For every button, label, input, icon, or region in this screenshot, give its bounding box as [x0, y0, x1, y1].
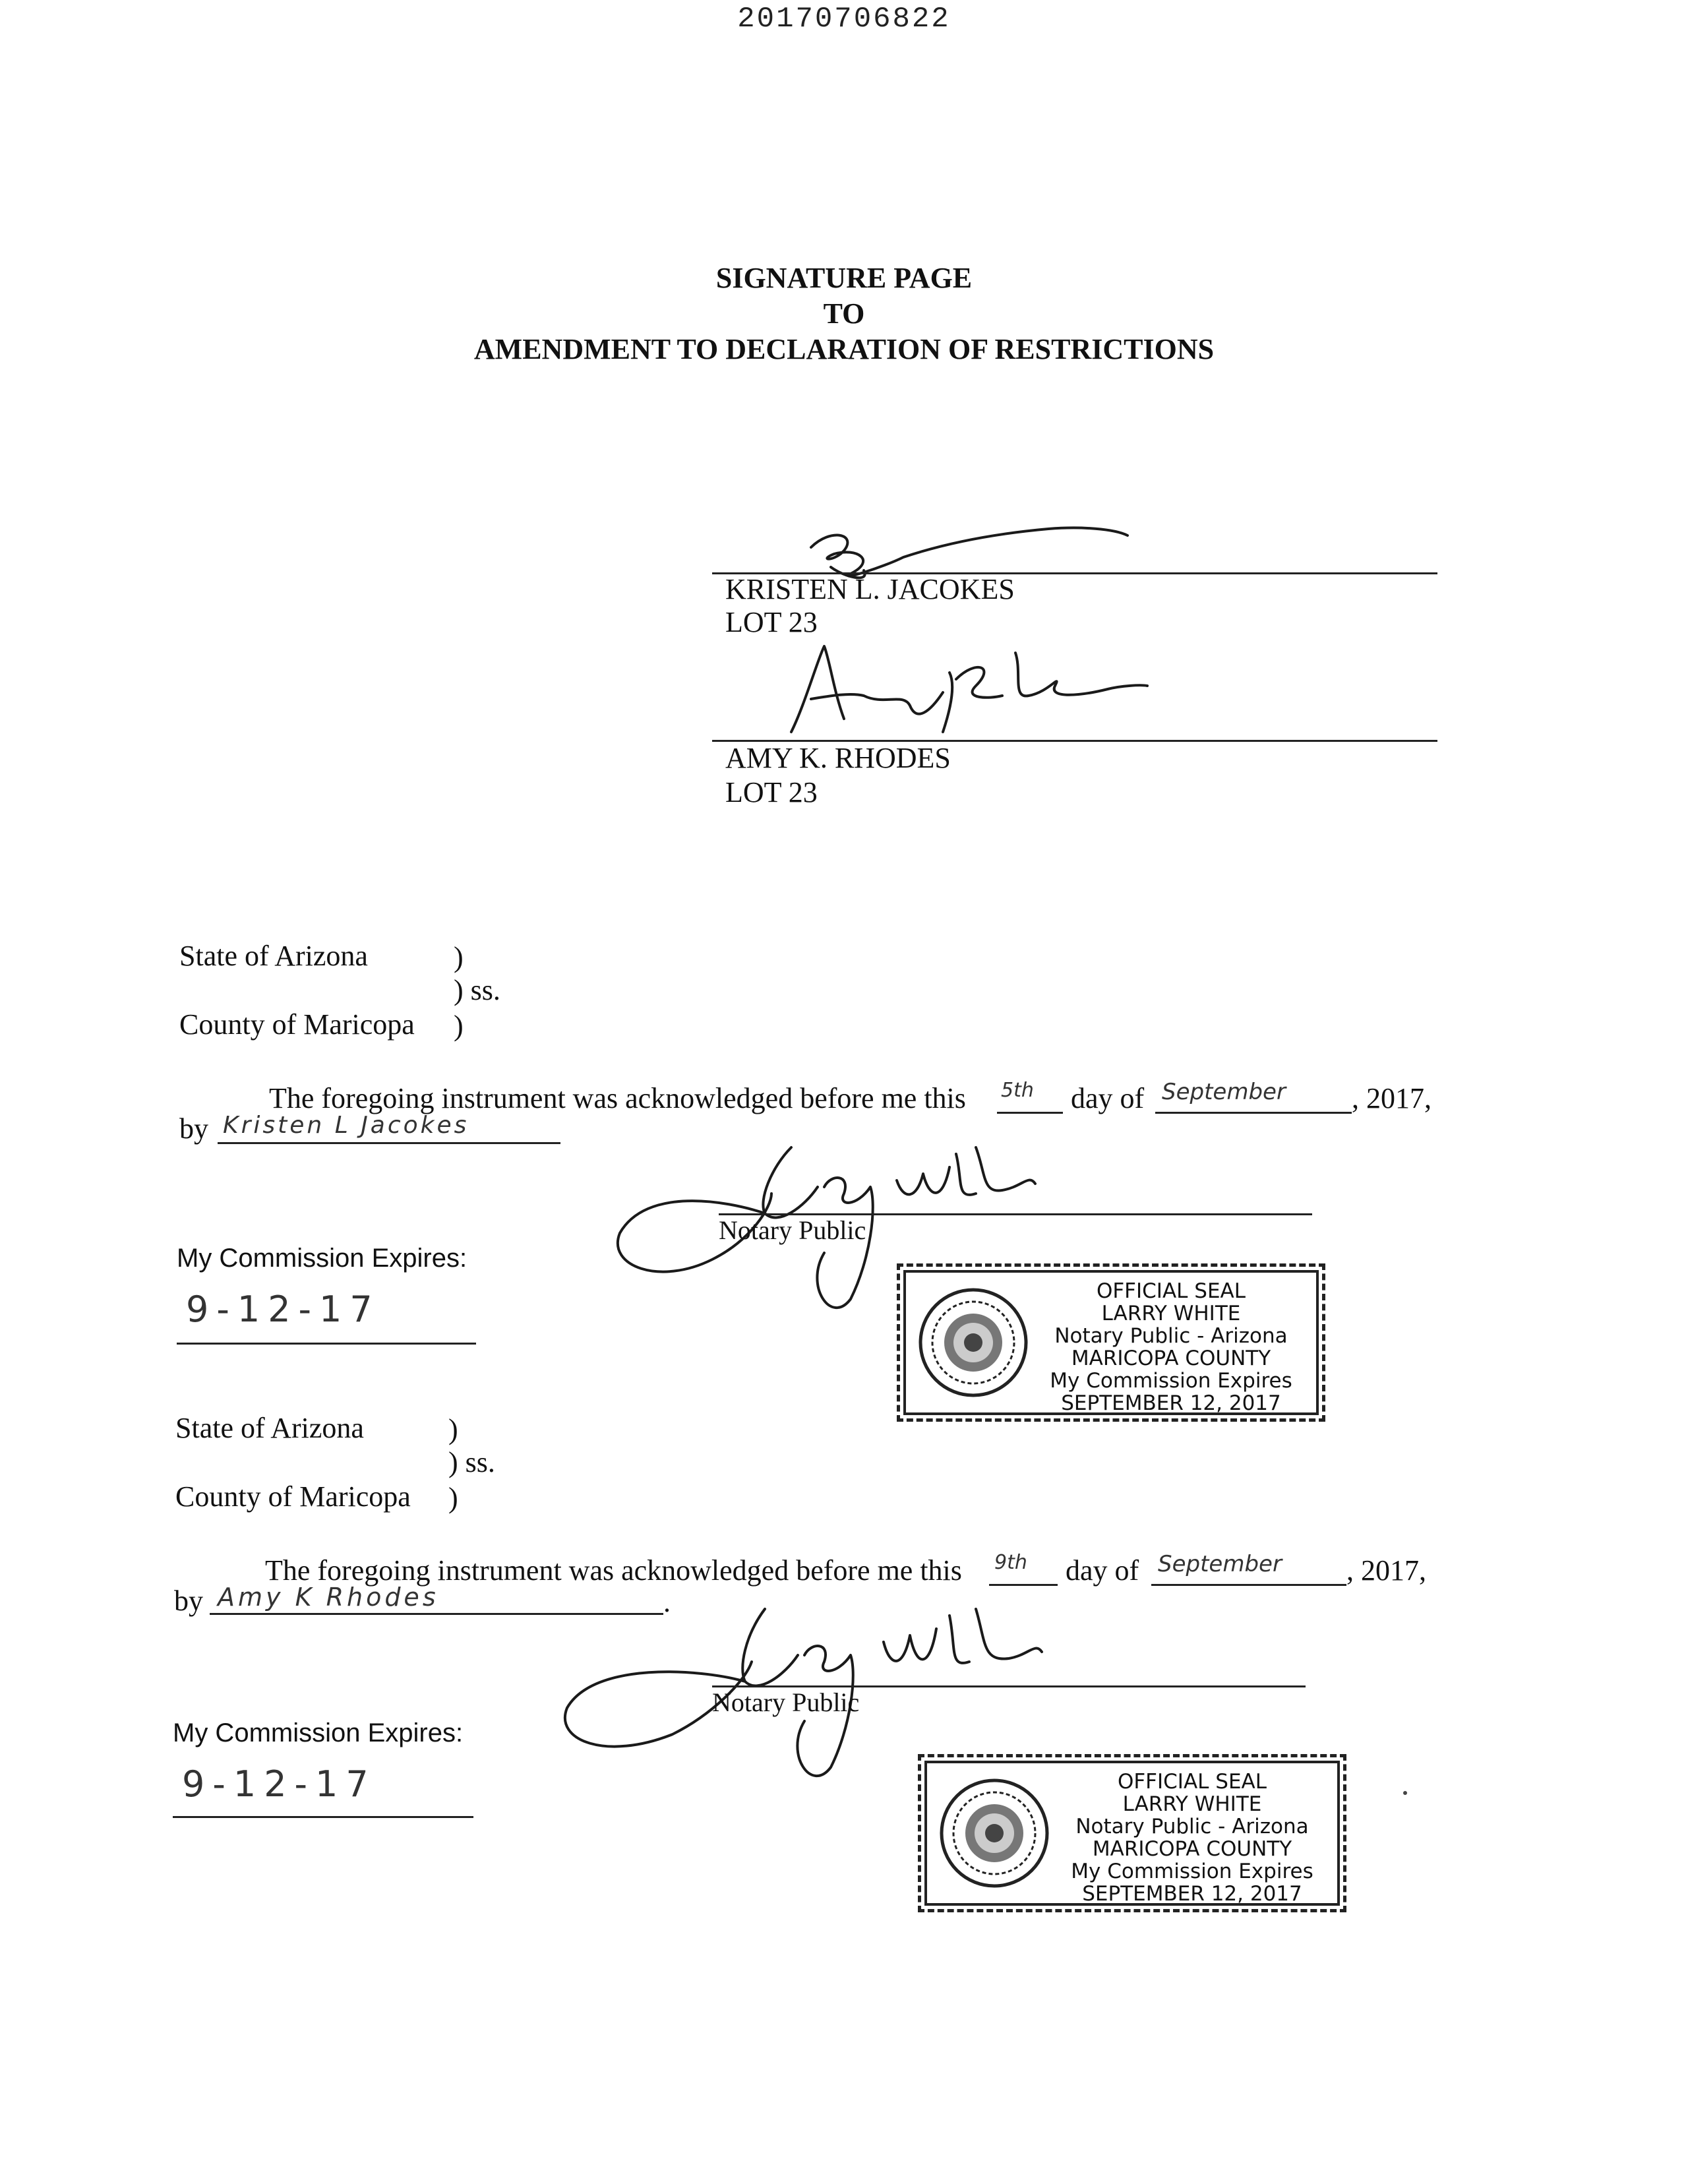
notary-seal-2: [918, 1754, 1346, 1912]
ack-by-2: by: [174, 1585, 203, 1617]
ack-by-line-1: [218, 1142, 560, 1144]
ack-day-line-1: [997, 1112, 1063, 1114]
seal-line-1: OFFICIAL SEAL: [1117, 1770, 1267, 1794]
ack-text-1: The foregoing instrument was acknowledged before me this: [269, 1082, 966, 1114]
ack-day-of-1: day of: [1071, 1082, 1145, 1114]
heading-line-3: AMENDMENT TO DECLARATION OF RESTRICTIONS: [473, 333, 1215, 365]
ack-month-line-1: [1155, 1112, 1352, 1114]
venue-ss-1: ) ss.: [454, 974, 500, 1006]
venue-county-1: County of Maricopa: [179, 1008, 415, 1041]
seal-line-3: Notary Public - Arizona: [1075, 1815, 1309, 1838]
venue-county-2: County of Maricopa: [175, 1480, 411, 1513]
venue-state-2: State of Arizona: [175, 1412, 364, 1444]
ack-day-line-2: [989, 1584, 1058, 1586]
seal-line-5: My Commission Expires: [1071, 1860, 1313, 1883]
ack-day-of-2: day of: [1066, 1554, 1139, 1587]
venue-paren-2: ): [448, 1413, 458, 1445]
commission-label-1: My Commission Expires:: [177, 1244, 467, 1273]
notary-label-2: Notary Public: [712, 1687, 860, 1717]
signer-lot-rhodes: LOT 23: [725, 776, 818, 808]
seal-line-1: OFFICIAL SEAL: [1096, 1279, 1246, 1303]
document-number: 20170706822: [737, 3, 951, 36]
venue-paren-1b: ): [454, 1010, 464, 1042]
ack-by-value-1: Kristen L Jacokes: [223, 1112, 469, 1139]
commission-value-2: 9-12-17: [182, 1763, 377, 1805]
seal-line-2: LARRY WHITE: [1101, 1302, 1241, 1325]
commission-value-1: 9-12-17: [186, 1289, 380, 1330]
ack-day-value-2: 9th: [994, 1551, 1027, 1574]
heading-line-1: SIGNATURE PAGE: [715, 262, 973, 294]
ack-by-1: by: [179, 1112, 208, 1145]
signature-rhodes: [752, 633, 1160, 752]
ack-month-value-2: September: [1158, 1551, 1282, 1577]
venue-ss-2: ) ss.: [448, 1446, 495, 1478]
arizona-seal-emblem-icon: [917, 1287, 1029, 1399]
seal-line-6: SEPTEMBER 12, 2017: [1061, 1391, 1281, 1415]
ack-year-1: , 2017,: [1352, 1082, 1432, 1114]
notary-label-1: Notary Public: [719, 1215, 866, 1245]
notary-seal-1: [897, 1263, 1325, 1422]
seal-line-2: LARRY WHITE: [1122, 1792, 1262, 1816]
seal-line-3: Notary Public - Arizona: [1054, 1324, 1288, 1348]
commission-label-2: My Commission Expires:: [173, 1718, 464, 1747]
venue-state-1: State of Arizona: [179, 940, 368, 972]
ack-by-value-2: Amy K Rhodes: [218, 1583, 439, 1612]
stray-mark: [1403, 1791, 1407, 1795]
commission-line-2: [173, 1816, 473, 1818]
arizona-seal-emblem-icon: [938, 1777, 1050, 1889]
ack-day-value-1: 5th: [1001, 1079, 1034, 1102]
ack-year-2: , 2017,: [1346, 1554, 1426, 1587]
venue-paren-2b: ): [448, 1482, 458, 1514]
venue-paren-1: ): [454, 941, 464, 973]
ack-by-end-2: .: [663, 1586, 671, 1618]
seal-line-4: MARICOPA COUNTY: [1071, 1347, 1271, 1370]
heading-line-2: TO: [823, 297, 865, 330]
ack-month-value-1: September: [1162, 1079, 1286, 1105]
seal-line-4: MARICOPA COUNTY: [1092, 1837, 1292, 1861]
seal-line-5: My Commission Expires: [1050, 1369, 1292, 1393]
seal-line-6: SEPTEMBER 12, 2017: [1082, 1882, 1302, 1906]
signer-lot-jacokes: LOT 23: [725, 606, 818, 638]
ack-month-line-2: [1151, 1584, 1346, 1586]
signer-name-jacokes: KRISTEN L. JACOKES: [725, 573, 1015, 605]
signer-name-rhodes: AMY K. RHODES: [725, 742, 951, 774]
ack-text-2: The foregoing instrument was acknowledged before me this: [265, 1554, 962, 1587]
commission-line-1: [177, 1343, 476, 1345]
